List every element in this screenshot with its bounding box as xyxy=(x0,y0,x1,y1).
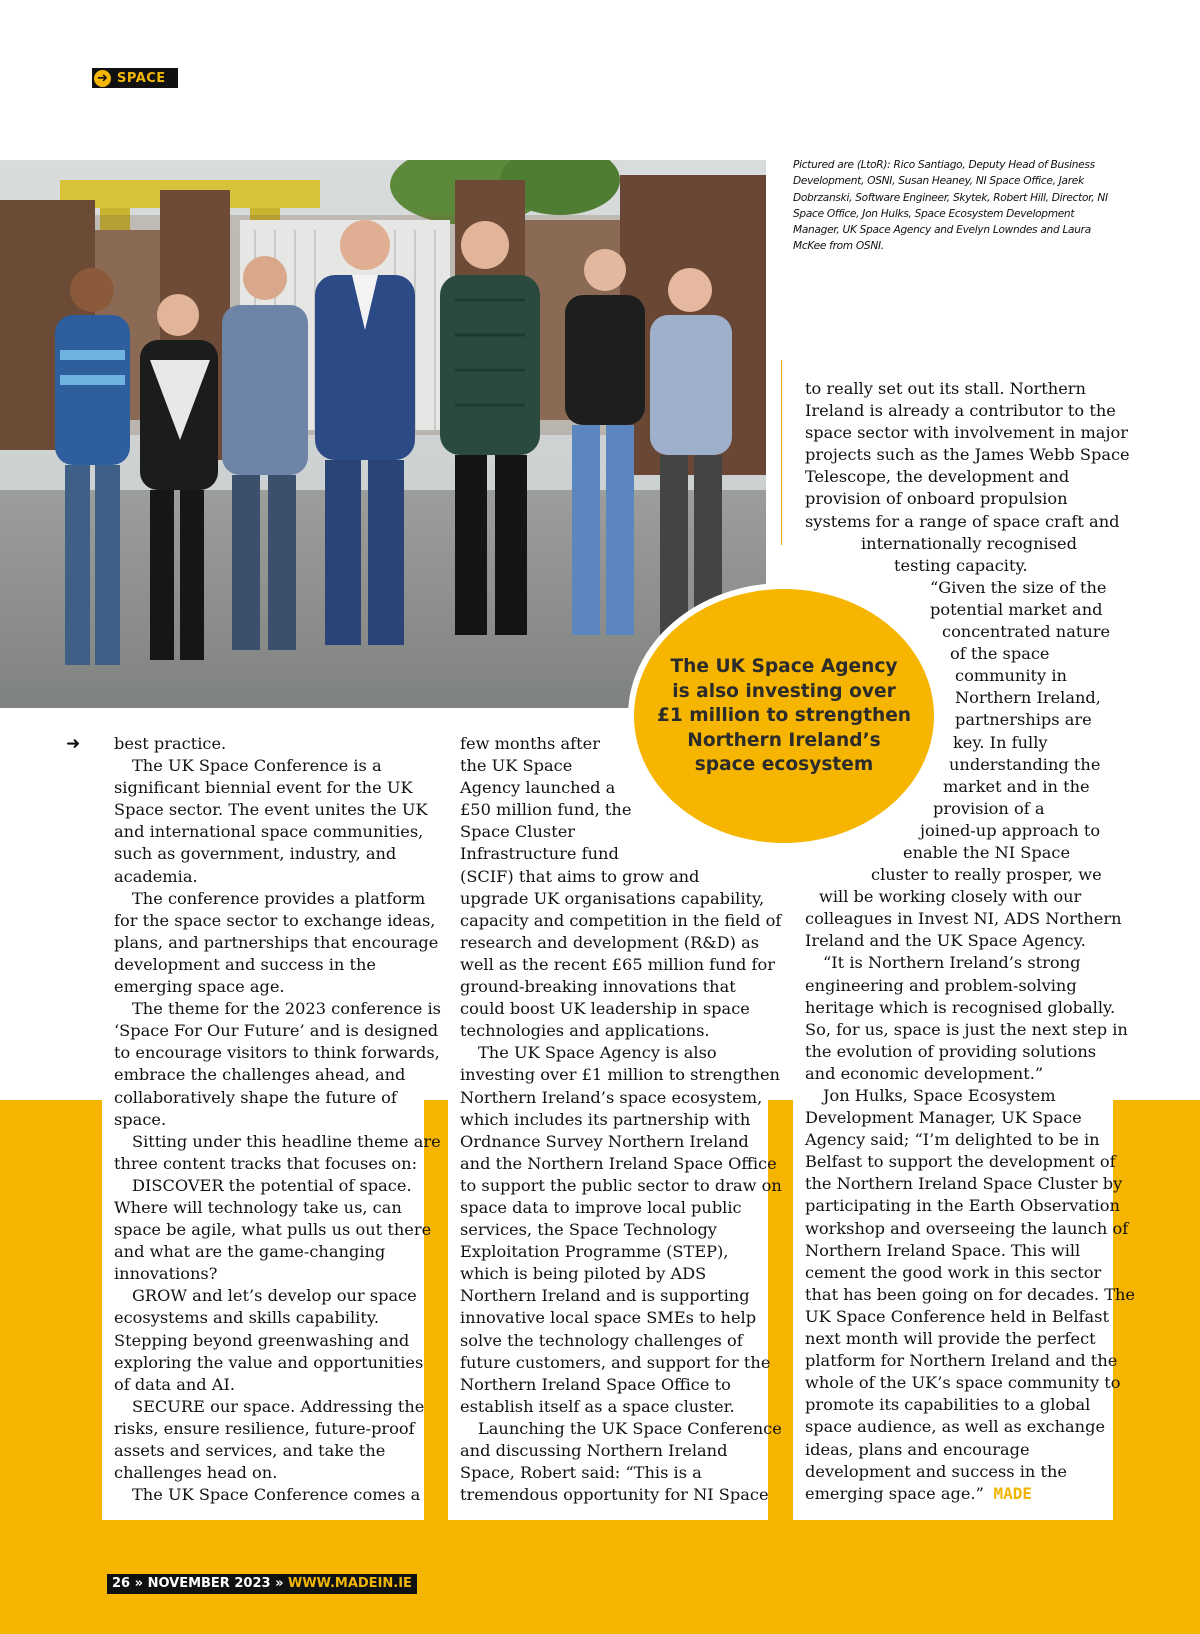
text-line: So, for us, space is just the next step in xyxy=(805,1019,1128,1039)
made-end-mark: MADE xyxy=(983,1483,1033,1503)
text-line: ideas, plans and encourage xyxy=(805,1439,1030,1459)
pull-quote-line: The UK Space Agency xyxy=(670,656,898,677)
text-line: systems for a range of space craft and xyxy=(805,511,1120,531)
text-line: technologies and applications. xyxy=(460,1021,710,1041)
text-line: market and in the xyxy=(943,776,1090,796)
text-line: Northern Ireland Space. This will xyxy=(805,1240,1081,1260)
text-line: emerging space age.” MADE xyxy=(805,1483,1033,1503)
text-line: will be working closely with our xyxy=(819,887,1082,907)
text-line: enable the NI Space xyxy=(903,842,1071,862)
text-line: DISCOVER the potential of space. xyxy=(132,1175,412,1195)
text-line: partnerships are xyxy=(955,710,1092,730)
text-line: that has been going on for decades. The xyxy=(805,1284,1136,1304)
text-line: embrace the challenges ahead, and xyxy=(114,1065,406,1085)
text-line: “It is Northern Ireland’s strong xyxy=(823,953,1081,973)
text-line: whole of the UK’s space community to xyxy=(805,1373,1121,1393)
text-line: three content tracks that focuses on: xyxy=(114,1153,418,1173)
text-line: community in xyxy=(955,666,1067,686)
text-line: next month will provide the perfect xyxy=(805,1329,1096,1349)
text-line: well as the recent £65 million fund for xyxy=(460,954,775,974)
text-line: such as government, industry, and xyxy=(114,844,397,864)
text-line: Exploitation Programme (STEP), xyxy=(460,1242,729,1262)
article-column-1 xyxy=(114,733,441,1506)
text-line: concentrated nature xyxy=(942,622,1111,642)
text-line: engineering and problem-solving xyxy=(805,975,1077,995)
text-line: and what are the game-changing xyxy=(114,1242,386,1262)
text-line: Agency launched a xyxy=(460,778,616,798)
text-line: Agency said; “I’m delighted to be in xyxy=(805,1130,1100,1150)
text-line: Ireland and the UK Space Agency. xyxy=(805,931,1086,951)
text-line: plans, and partnerships that encourage xyxy=(114,932,439,952)
text-line: key. In fully xyxy=(953,732,1048,752)
text-line: and economic development.” xyxy=(805,1063,1044,1083)
text-line: The UK Space Conference comes a xyxy=(132,1485,421,1505)
issue-date: NOVEMBER 2023 xyxy=(147,1576,271,1591)
continuation-arrow-icon: ➜ xyxy=(66,734,81,754)
text-line: emerging space age. xyxy=(114,977,285,997)
footer-separator-2: » xyxy=(275,1576,284,1591)
page-footer xyxy=(107,1574,417,1594)
text-line: provision of onboard propulsion xyxy=(805,489,1068,509)
vertical-rule xyxy=(781,360,782,545)
text-line: ground-breaking innovations that xyxy=(460,977,736,997)
text-line: space sector with involvement in major xyxy=(805,423,1128,443)
section-label: SPACE xyxy=(117,70,166,86)
text-line: research and development (R&D) as xyxy=(460,932,760,952)
text-line: “Given the size of the xyxy=(930,577,1107,597)
text-line: the Northern Ireland Space Cluster by xyxy=(805,1174,1123,1194)
group-photo xyxy=(0,160,766,708)
text-line: to encourage visitors to think forwards, xyxy=(114,1043,440,1063)
article-column-3 xyxy=(805,378,1135,1505)
pull-quote-line: is also investing over xyxy=(672,680,896,702)
text-line: space be agile, what pulls us out there xyxy=(114,1220,432,1240)
text-line: could boost UK leadership in space xyxy=(460,999,750,1019)
text-line: collaboratively shape the future of xyxy=(114,1087,397,1107)
text-line: solve the technology challenges of xyxy=(460,1330,743,1350)
text-line: for the space sector to exchange ideas, xyxy=(114,910,436,930)
text-line: understanding the xyxy=(949,754,1101,774)
text-line: Ireland is already a contributor to the xyxy=(805,401,1116,421)
text-line: which includes its partnership with xyxy=(460,1109,751,1129)
text-line: development and success in the xyxy=(805,1461,1068,1481)
text-line: Northern Ireland and is supporting xyxy=(460,1286,750,1306)
photo-caption: Pictured are (LtoR): Rico Santiago, Deputy Head of Business Development, OSNI, Susan Heaney, NI Space Office, Jarek Dobrzanski, Software Engineer, Skytek, Robert Hill, Director, NI Space Office, Jon Hulks, Space Ecosystem Development Manager, UK Space Agency and Evelyn Lowndes and Laura McKee from OSNI. xyxy=(793,159,1108,253)
text-line: potential market and xyxy=(930,599,1103,619)
text-line: £50 million fund, the xyxy=(460,800,632,820)
text-line: and discussing Northern Ireland xyxy=(460,1441,728,1460)
text-line: Northern Ireland, xyxy=(955,688,1101,708)
text-line: Space sector. The event unites the UK xyxy=(114,800,428,820)
text-line: The UK Space Conference is a xyxy=(132,756,382,776)
text-line: Stepping beyond greenwashing and xyxy=(114,1330,410,1350)
text-line: academia. xyxy=(114,866,198,886)
text-line: joined-up approach to xyxy=(920,820,1101,840)
text-line: future customers, and support for the xyxy=(460,1352,771,1372)
text-line: the evolution of providing solutions xyxy=(805,1041,1097,1061)
text-line: of the space xyxy=(950,644,1050,664)
text-line: capacity and competition in the field of xyxy=(460,910,782,930)
text-line: and international space communities, xyxy=(114,822,424,842)
text-line: workshop and overseeing the launch of xyxy=(805,1218,1129,1238)
text-line: Development Manager, UK Space xyxy=(805,1108,1082,1128)
text-line: to support the public sector to draw on xyxy=(460,1175,782,1195)
text-line: Jon Hulks, Space Ecosystem xyxy=(823,1086,1056,1105)
text-line: GROW and let’s develop our space xyxy=(132,1286,417,1306)
text-line: few months after xyxy=(460,734,600,753)
section-tag xyxy=(92,68,178,88)
pull-quote-line: space ecosystem xyxy=(694,754,874,775)
article-column-2 xyxy=(460,733,782,1506)
text-line: establish itself as a space cluster. xyxy=(460,1396,735,1416)
text-line: Sitting under this headline theme are xyxy=(132,1131,441,1151)
text-line: Infrastructure fund xyxy=(460,844,619,864)
text-line: services, the Space Technology xyxy=(460,1220,717,1240)
text-line: to really set out its stall. Northern xyxy=(805,379,1086,398)
text-line: cement the good work in this sector xyxy=(805,1262,1102,1282)
text-line: (SCIF) that aims to grow and xyxy=(460,866,700,886)
text-line: space. xyxy=(114,1109,167,1129)
text-line: SECURE our space. Addressing the xyxy=(132,1396,425,1416)
text-line: and the Northern Ireland Space Office xyxy=(460,1153,777,1173)
text-line: innovations? xyxy=(114,1264,218,1284)
footer-separator: » xyxy=(134,1576,144,1591)
text-line: ‘Space For Our Future’ and is designed xyxy=(114,1021,439,1041)
text-line: The UK Space Agency is also xyxy=(478,1043,717,1063)
text-line: Northern Ireland’s space ecosystem, xyxy=(460,1087,763,1107)
text-line: Where will technology take us, can xyxy=(114,1197,402,1217)
text-line: Belfast to support the development of xyxy=(805,1152,1116,1172)
text-line: colleagues in Invest NI, ADS Northern xyxy=(805,909,1122,929)
text-line: heritage which is recognised globally. xyxy=(805,997,1116,1017)
text-line: best practice. xyxy=(114,734,227,753)
text-line: cluster to really prosper, we xyxy=(871,865,1102,885)
text-line: projects such as the James Webb Space xyxy=(805,445,1130,465)
pull-quote-line: £1 million to strengthen xyxy=(656,705,912,726)
text-line: exploring the value and opportunities xyxy=(114,1352,424,1372)
pull-quote-line: Northern Ireland’s xyxy=(687,729,881,751)
group-photo-illustration xyxy=(0,160,766,708)
text-line: upgrade UK organisations capability, xyxy=(460,888,765,908)
text-line: investing over £1 million to strengthen xyxy=(460,1065,780,1085)
text-line: space audience, as well as exchange xyxy=(805,1417,1106,1437)
text-line: promote its capabilities to a global xyxy=(805,1395,1091,1415)
text-line: Space, Robert said: “This is a xyxy=(460,1463,702,1483)
website-link[interactable]: WWW.MADEIN.IE xyxy=(288,1576,412,1591)
page-number: 26 xyxy=(112,1576,131,1591)
text-line: Northern Ireland Space Office to xyxy=(460,1374,731,1394)
pull-quote-text xyxy=(628,655,940,778)
text-line: innovative local space SMEs to help xyxy=(460,1308,757,1328)
text-line: challenges head on. xyxy=(114,1463,278,1483)
text-line: Ordnance Survey Northern Ireland xyxy=(460,1131,749,1151)
text-line: The conference provides a platform xyxy=(132,888,426,908)
text-line: the UK Space xyxy=(460,756,573,776)
text-line: Telescope, the development and xyxy=(805,467,1070,487)
arrow-right-circle-icon: ➜ xyxy=(94,70,111,87)
text-line: development and success in the xyxy=(114,954,377,974)
text-line: testing capacity. xyxy=(894,555,1028,575)
text-line: risks, ensure resilience, future-proof xyxy=(114,1418,415,1438)
text-line: ecosystems and skills capability. xyxy=(114,1308,379,1328)
text-line: Space Cluster xyxy=(460,822,576,842)
text-line: significant biennial event for the UK xyxy=(114,778,413,798)
text-line: participating in the Earth Observation xyxy=(805,1196,1120,1216)
text-line: tremendous opportunity for NI Space xyxy=(460,1485,769,1505)
text-line: internationally recognised xyxy=(861,533,1077,553)
text-line: UK Space Conference held in Belfast xyxy=(805,1306,1109,1326)
text-line: provision of a xyxy=(933,798,1045,818)
text-line: space data to improve local public xyxy=(460,1197,742,1217)
text-line: assets and services, and take the xyxy=(114,1441,386,1460)
text-line: which is being piloted by ADS xyxy=(460,1264,707,1284)
text-line: platform for Northern Ireland and the xyxy=(805,1351,1118,1371)
text-line: of data and AI. xyxy=(114,1374,236,1394)
text-line: Launching the UK Space Conference xyxy=(478,1418,782,1438)
text-line: The theme for the 2023 conference is xyxy=(132,999,441,1019)
